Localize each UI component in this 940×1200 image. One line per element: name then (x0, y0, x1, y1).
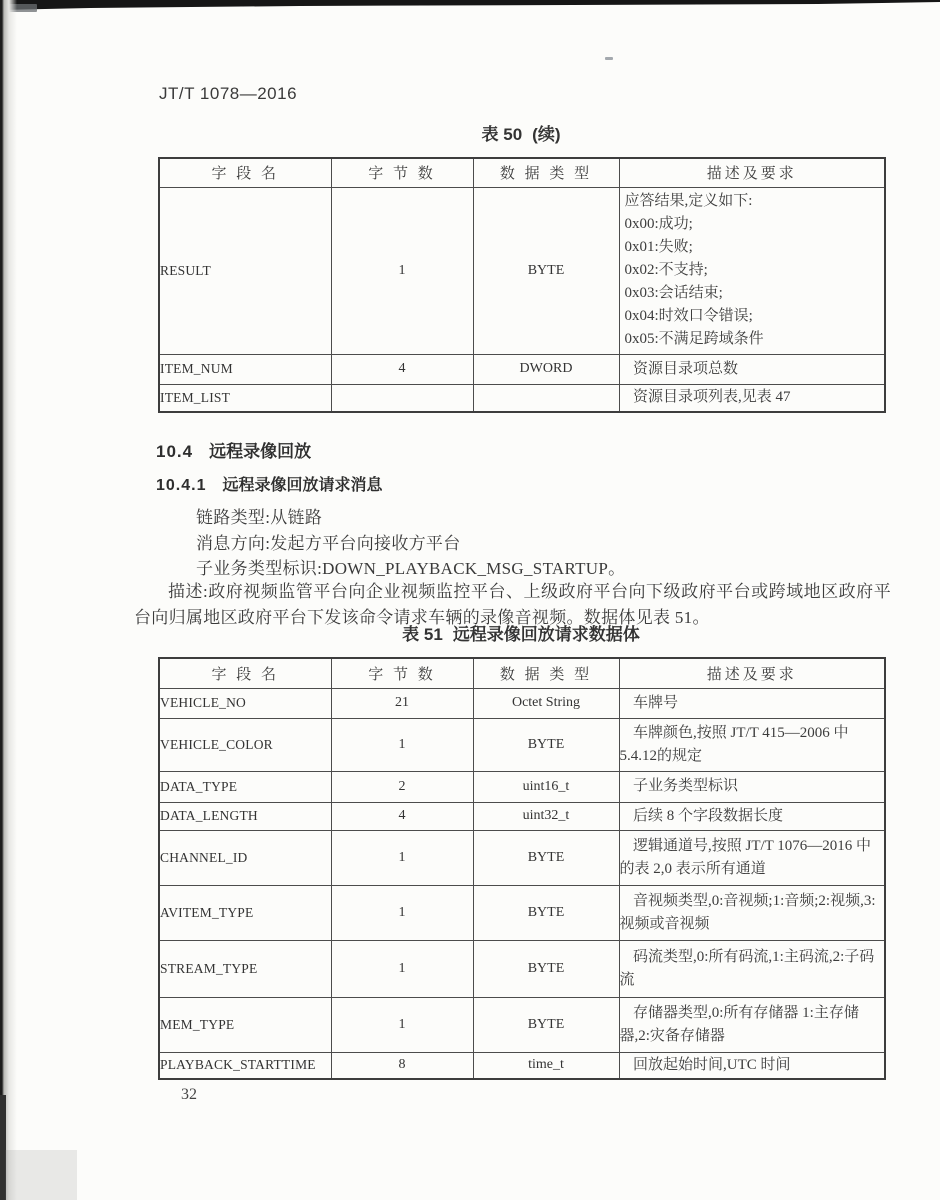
desc-cell: 资源目录项列表,见表 47 (619, 384, 885, 412)
standard-number: JT/T 1078—2016 (159, 84, 298, 103)
message-direction-line: 消息方向:发起方平台向接收方平台 (196, 534, 461, 553)
link-type-line: 链路类型:从链路 (196, 508, 323, 527)
section-title: 远程录像回放 (209, 442, 312, 461)
section-title: 远程录像回放请求消息 (222, 477, 383, 494)
field-cell: DATA_TYPE (159, 771, 331, 802)
desc-cell: 资源目录项总数 (619, 354, 885, 384)
table-row (159, 771, 885, 802)
scan-artifact-top-band (0, 0, 940, 12)
desc-line: 0x00:成功; (624, 216, 693, 232)
type-cell: time_t (473, 1052, 619, 1079)
type-cell (473, 384, 619, 412)
type-cell: BYTE (473, 997, 619, 1052)
desc-cell: 车牌颜色,按照 JT/T 415—2006 中5.4.12的规定 (619, 718, 885, 771)
bytes-cell: 8 (331, 1052, 473, 1079)
field-cell: STREAM_TYPE (159, 940, 331, 997)
desc-cell: 码流类型,0:所有码流,1:主码流,2:子码流 (619, 940, 885, 997)
table-row (159, 802, 885, 830)
desc-line: 0x04:时效口令错误; (624, 308, 753, 324)
table-row (159, 187, 885, 354)
table-row (159, 718, 885, 771)
field-cell: DATA_LENGTH (159, 802, 331, 830)
field-cell: VEHICLE_NO (159, 688, 331, 718)
type-cell: BYTE (473, 885, 619, 940)
section-number: 10.4.1 (156, 477, 207, 494)
column-header-desc: 描述及要求 (619, 158, 885, 187)
bytes-cell: 1 (331, 187, 473, 354)
field-cell: ITEM_NUM (159, 354, 331, 384)
table51-title-text: 远程录像回放请求数据体 (452, 625, 640, 644)
type-cell: BYTE (473, 940, 619, 997)
column-header-field: 字 段 名 (159, 158, 331, 187)
desc-cell: 回放起始时间,UTC 时间 (619, 1052, 885, 1079)
sub-business-id-line: 子业务类型标识:DOWN_PLAYBACK_MSG_STARTUP。 (196, 559, 626, 578)
table50-continued-mark: (续) (532, 125, 561, 144)
bytes-cell: 1 (331, 940, 473, 997)
description-paragraph: 描述:政府视频监管平台向企业视频监控平台、上级政府平台向下级政府平台或跨域地区政府平台向归属地区政府平台下发该命令请求车辆的录像音视频。数据体见表 51。 (134, 582, 891, 627)
desc-cell: 存储器类型,0:所有存储器 1:主存储器,2:灾备存储器 (619, 997, 885, 1052)
section-heading-10-4-1 (156, 472, 383, 495)
column-header-bytes: 字 节 数 (331, 658, 473, 688)
bytes-cell (331, 384, 473, 412)
desc-line: 0x05:不满足跨域条件 (624, 331, 764, 347)
table50-label: 表 50 (481, 125, 523, 144)
section-number: 10.4 (156, 442, 194, 461)
type-cell: BYTE (473, 718, 619, 771)
type-cell: Octet String (473, 688, 619, 718)
type-cell: BYTE (473, 187, 619, 354)
table-row (159, 384, 885, 412)
bytes-cell: 2 (331, 771, 473, 802)
desc-line: 0x03:会话结束; (624, 285, 723, 301)
column-header-bytes: 字 节 数 (331, 158, 473, 187)
table50-title (158, 120, 884, 145)
table-row (159, 885, 885, 940)
table50 (158, 157, 886, 413)
column-header-field: 字 段 名 (159, 658, 331, 688)
field-cell: VEHICLE_COLOR (159, 718, 331, 771)
section-heading-10-4 (156, 437, 311, 462)
desc-cell: 后续 8 个字段数据长度 (619, 802, 885, 830)
table-row (159, 354, 885, 384)
table-row (159, 940, 885, 997)
scan-artifact-speck (605, 57, 613, 60)
desc-line: 0x02:不支持; (624, 262, 708, 278)
table-row (159, 830, 885, 885)
desc-cell: 逻辑通道号,按照 JT/T 1076—2016 中的表 2,0 表示所有通道 (619, 830, 885, 885)
table51-header-row (159, 658, 885, 688)
table-row (159, 997, 885, 1052)
field-cell: AVITEM_TYPE (159, 885, 331, 940)
scan-artifact-left-edge (0, 0, 18, 1200)
page-number: 32 (181, 1086, 197, 1103)
column-header-type: 数 据 类 型 (473, 158, 619, 187)
field-cell: ITEM_LIST (159, 384, 331, 412)
field-cell: CHANNEL_ID (159, 830, 331, 885)
desc-cell: 子业务类型标识 (619, 771, 885, 802)
bytes-cell: 1 (331, 830, 473, 885)
table-row (159, 688, 885, 718)
desc-cell: 车牌号 (619, 688, 885, 718)
type-cell: uint32_t (473, 802, 619, 830)
bytes-cell: 4 (331, 354, 473, 384)
desc-cell (619, 187, 885, 354)
column-header-desc: 描述及要求 (619, 658, 885, 688)
table51 (158, 657, 886, 1080)
bytes-cell: 1 (331, 885, 473, 940)
desc-line: 0x01:失败; (624, 239, 693, 255)
type-cell: DWORD (473, 354, 619, 384)
table51-label: 表 51 (402, 625, 443, 644)
bytes-cell: 21 (331, 688, 473, 718)
field-cell: MEM_TYPE (159, 997, 331, 1052)
desc-cell: 音视频类型,0:音视频;1:音频;2:视频,3:视频或音视频 (619, 885, 885, 940)
type-cell: uint16_t (473, 771, 619, 802)
bytes-cell: 1 (331, 997, 473, 1052)
desc-line: 应答结果,定义如下: (624, 193, 753, 209)
scan-artifact-bottom-haze (5, 1150, 77, 1200)
table50-header-row (159, 158, 885, 187)
bytes-cell: 1 (331, 718, 473, 771)
table-row (159, 1052, 885, 1079)
column-header-type: 数 据 类 型 (473, 658, 619, 688)
table51-title (158, 620, 884, 645)
bytes-cell: 4 (331, 802, 473, 830)
field-cell: PLAYBACK_STARTTIME (159, 1052, 331, 1079)
type-cell: BYTE (473, 830, 619, 885)
field-cell: RESULT (159, 187, 331, 354)
